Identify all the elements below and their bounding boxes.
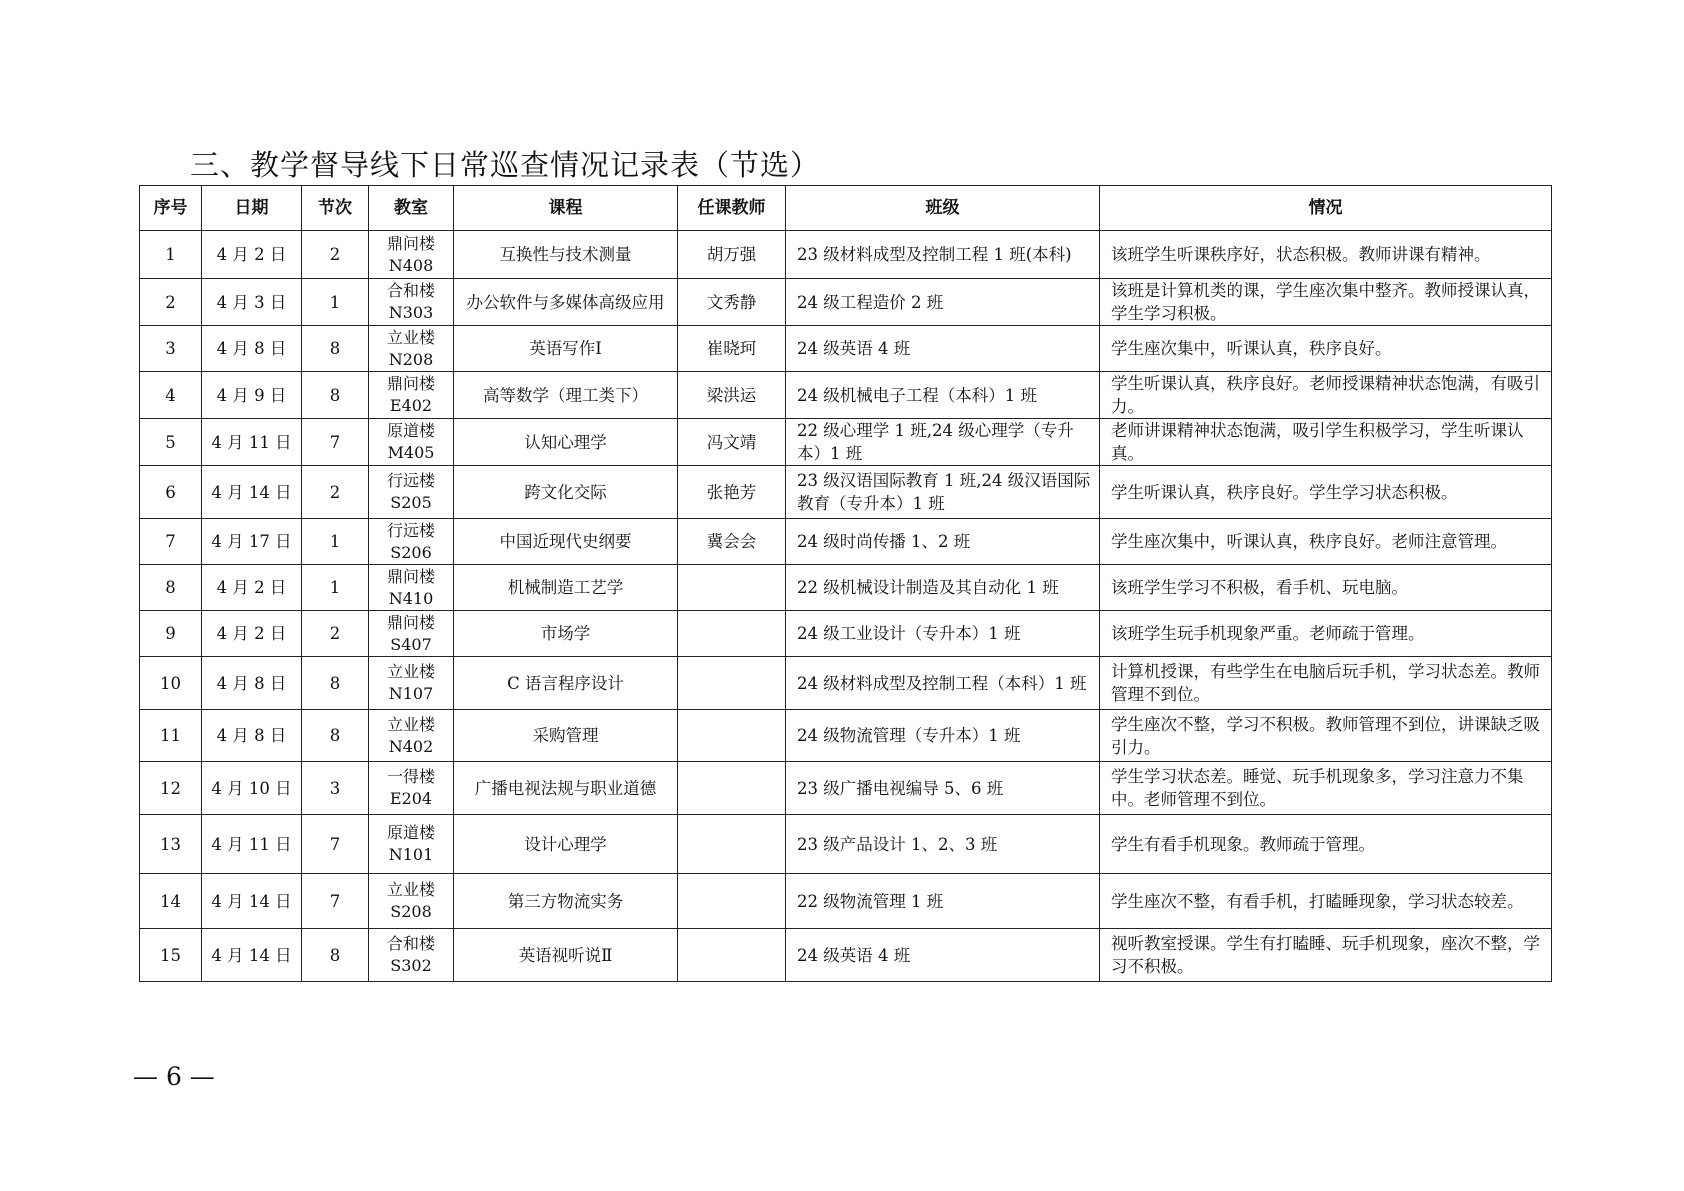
- cell-class: 24 级材料成型及控制工程（本科）1 班: [786, 657, 1100, 710]
- cell-index: 2: [140, 279, 202, 326]
- header-period: 节次: [302, 186, 369, 231]
- room-building: 鼎问楼: [386, 612, 435, 632]
- cell-class: 22 级物流管理 1 班: [786, 874, 1100, 929]
- cell-date: 4 月 14 日: [202, 929, 302, 982]
- cell-course: 英语写作Ⅰ: [454, 326, 678, 372]
- cell-period: 1: [302, 279, 369, 326]
- cell-course: 广播电视法规与职业道德: [454, 762, 678, 815]
- room-number: N208: [388, 349, 434, 369]
- cell-index: 6: [140, 466, 202, 519]
- cell-date: 4 月 8 日: [202, 326, 302, 372]
- cell-date: 4 月 11 日: [202, 419, 302, 466]
- page-title: 三、教学督导线下日常巡查情况记录表（节选）: [190, 148, 821, 182]
- cell-class: 23 级产品设计 1、2、3 班: [786, 815, 1100, 874]
- room-building: 行远楼: [386, 471, 435, 490]
- cell-period: 8: [302, 710, 369, 762]
- page-number: — 6 —: [133, 1062, 215, 1091]
- table-row: [140, 372, 1552, 419]
- table-row: [140, 565, 1552, 611]
- cell-class: 23 级材料成型及控制工程 1 班(本科): [786, 231, 1100, 279]
- room-number: S206: [390, 542, 432, 562]
- room-number: E204: [389, 789, 433, 808]
- cell-index: 13: [140, 815, 202, 874]
- room-building: 合和楼: [386, 281, 435, 300]
- cell-index: 1: [140, 231, 202, 279]
- cell-date: 4 月 11 日: [202, 815, 302, 874]
- cell-teacher: [678, 611, 786, 657]
- cell-remarks: 该班学生学习不积极，看手机、玩电脑。: [1100, 565, 1552, 611]
- table-row: [140, 929, 1552, 982]
- cell-course: 认知心理学: [454, 419, 678, 466]
- cell-remarks: 学生听课认真，秩序良好。老师授课精神状态饱满，有吸引力。: [1100, 372, 1552, 419]
- cell-remarks: 该班是计算机类的课，学生座次集中整齐。教师授课认真，学生学习积极。: [1100, 279, 1552, 326]
- cell-date: 4 月 8 日: [202, 710, 302, 762]
- room-number: N107: [388, 684, 434, 703]
- cell-room: [369, 565, 454, 611]
- cell-course: 采购管理: [454, 710, 678, 762]
- cell-period: 7: [302, 419, 369, 466]
- cell-room: [369, 874, 454, 929]
- room-number: S208: [390, 902, 432, 921]
- room-building: 立业楼: [386, 880, 435, 899]
- cell-index: 4: [140, 372, 202, 419]
- cell-room: [369, 929, 454, 982]
- room-number: N303: [388, 303, 434, 322]
- cell-index: 9: [140, 611, 202, 657]
- cell-period: 8: [302, 372, 369, 419]
- cell-class: 24 级工程造价 2 班: [786, 279, 1100, 326]
- cell-remarks: 学生座次不整，学习不积极。教师管理不到位，讲课缺乏吸引力。: [1100, 710, 1552, 762]
- table-row: [140, 231, 1552, 279]
- cell-teacher: 胡万强: [678, 231, 786, 279]
- room-building: 鼎问楼: [386, 374, 435, 393]
- room-number: N410: [388, 588, 434, 608]
- cell-index: 11: [140, 710, 202, 762]
- table-row: [140, 279, 1552, 326]
- table-row: [140, 762, 1552, 815]
- cell-teacher: 文秀静: [678, 279, 786, 326]
- header-teacher: 任课教师: [678, 186, 786, 231]
- cell-index: 7: [140, 519, 202, 565]
- cell-teacher: 梁洪运: [678, 372, 786, 419]
- room-building: 原道楼: [386, 421, 435, 440]
- cell-room: [369, 710, 454, 762]
- cell-period: 7: [302, 815, 369, 874]
- cell-index: 8: [140, 565, 202, 611]
- cell-date: 4 月 2 日: [202, 565, 302, 611]
- cell-room: [369, 372, 454, 419]
- cell-period: 1: [302, 565, 369, 611]
- room-building: 立业楼: [386, 327, 435, 347]
- cell-class: 23 级汉语国际教育 1 班,24 级汉语国际教育（专升本）1 班: [786, 466, 1100, 519]
- cell-period: 8: [302, 657, 369, 710]
- cell-teacher: 张艳芳: [678, 466, 786, 519]
- table-row: [140, 710, 1552, 762]
- room-building: 立业楼: [386, 662, 435, 681]
- header-class: 班级: [786, 186, 1100, 231]
- cell-date: 4 月 2 日: [202, 231, 302, 279]
- room-number: E402: [389, 396, 433, 415]
- cell-teacher: 冯文靖: [678, 419, 786, 466]
- cell-course: 市场学: [454, 611, 678, 657]
- cell-index: 10: [140, 657, 202, 710]
- cell-date: 4 月 14 日: [202, 874, 302, 929]
- room-building: 一得楼: [386, 767, 435, 786]
- cell-room: [369, 762, 454, 815]
- cell-teacher: 崔晓珂: [678, 326, 786, 372]
- cell-remarks: 计算机授课，有些学生在电脑后玩手机，学习状态差。教师管理不到位。: [1100, 657, 1552, 710]
- cell-remarks: 该班学生玩手机现象严重。老师疏于管理。: [1100, 611, 1552, 657]
- cell-remarks: 该班学生听课秩序好，状态积极。教师讲课有精神。: [1100, 231, 1552, 279]
- room-number: S407: [390, 634, 432, 654]
- table-row: [140, 519, 1552, 565]
- cell-remarks: 学生座次不整，有看手机，打瞌睡现象，学习状态较差。: [1100, 874, 1552, 929]
- header-room: 教室: [369, 186, 454, 231]
- cell-period: 7: [302, 874, 369, 929]
- room-number: N408: [388, 255, 434, 275]
- room-building: 行远楼: [386, 520, 435, 540]
- table-row: [140, 611, 1552, 657]
- cell-period: 3: [302, 762, 369, 815]
- cell-teacher: [678, 762, 786, 815]
- cell-period: 2: [302, 611, 369, 657]
- cell-course: 高等数学（理工类下）: [454, 372, 678, 419]
- cell-room: [369, 279, 454, 326]
- cell-class: 24 级机械电子工程（本科）1 班: [786, 372, 1100, 419]
- cell-index: 15: [140, 929, 202, 982]
- table-row: [140, 419, 1552, 466]
- table-row: [140, 874, 1552, 929]
- cell-date: 4 月 2 日: [202, 611, 302, 657]
- cell-period: 8: [302, 326, 369, 372]
- cell-remarks: 视听教室授课。学生有打瞌睡、玩手机现象，座次不整，学习不积极。: [1100, 929, 1552, 982]
- cell-teacher: [678, 710, 786, 762]
- header-index: 序号: [140, 186, 202, 231]
- cell-class: 24 级时尚传播 1、2 班: [786, 519, 1100, 565]
- cell-remarks: 学生学习状态差。睡觉、玩手机现象多，学习注意力不集中。老师管理不到位。: [1100, 762, 1552, 815]
- cell-period: 2: [302, 231, 369, 279]
- cell-remarks: 学生有看手机现象。教师疏于管理。: [1100, 815, 1552, 874]
- cell-class: 23 级广播电视编导 5、6 班: [786, 762, 1100, 815]
- cell-teacher: [678, 874, 786, 929]
- room-number: M405: [387, 443, 435, 462]
- cell-teacher: 冀会会: [678, 519, 786, 565]
- inspection-record-table: [139, 185, 1552, 982]
- cell-course: 办公软件与多媒体高级应用: [454, 279, 678, 326]
- table-row: [140, 657, 1552, 710]
- cell-remarks: 学生座次集中，听课认真，秩序良好。老师注意管理。: [1100, 519, 1552, 565]
- cell-date: 4 月 3 日: [202, 279, 302, 326]
- room-building: 原道楼: [386, 823, 435, 842]
- cell-room: [369, 231, 454, 279]
- cell-period: 1: [302, 519, 369, 565]
- cell-index: 3: [140, 326, 202, 372]
- cell-remarks: 学生座次集中，听课认真，秩序良好。: [1100, 326, 1552, 372]
- room-number: N101: [388, 845, 434, 864]
- table-row: [140, 466, 1552, 519]
- cell-date: 4 月 17 日: [202, 519, 302, 565]
- cell-date: 4 月 14 日: [202, 466, 302, 519]
- room-number: S302: [390, 956, 432, 975]
- cell-class: 22 级心理学 1 班,24 级心理学（专升本）1 班: [786, 419, 1100, 466]
- cell-class: 24 级英语 4 班: [786, 326, 1100, 372]
- cell-class: 22 级机械设计制造及其自动化 1 班: [786, 565, 1100, 611]
- table-body: [140, 231, 1552, 982]
- room-building: 合和楼: [386, 934, 435, 953]
- cell-index: 14: [140, 874, 202, 929]
- table-header-row: [140, 186, 1552, 231]
- cell-course: 机械制造工艺学: [454, 565, 678, 611]
- cell-course: C 语言程序设计: [454, 657, 678, 710]
- cell-period: 8: [302, 929, 369, 982]
- cell-room: [369, 611, 454, 657]
- cell-course: 英语视听说Ⅱ: [454, 929, 678, 982]
- cell-class: 24 级物流管理（专升本）1 班: [786, 710, 1100, 762]
- cell-index: 5: [140, 419, 202, 466]
- cell-room: [369, 326, 454, 372]
- cell-teacher: [678, 657, 786, 710]
- header-course: 课程: [454, 186, 678, 231]
- header-remarks: 情况: [1100, 186, 1552, 231]
- cell-room: [369, 466, 454, 519]
- header-date: 日期: [202, 186, 302, 231]
- cell-date: 4 月 8 日: [202, 657, 302, 710]
- cell-date: 4 月 10 日: [202, 762, 302, 815]
- table-row: [140, 326, 1552, 372]
- cell-room: [369, 419, 454, 466]
- cell-room: [369, 519, 454, 565]
- room-building: 鼎问楼: [386, 566, 435, 586]
- room-number: N402: [388, 736, 434, 756]
- cell-room: [369, 815, 454, 874]
- cell-date: 4 月 9 日: [202, 372, 302, 419]
- cell-teacher: [678, 565, 786, 611]
- room-building: 立业楼: [386, 714, 435, 734]
- cell-course: 第三方物流实务: [454, 874, 678, 929]
- cell-course: 互换性与技术测量: [454, 231, 678, 279]
- cell-course: 中国近现代史纲要: [454, 519, 678, 565]
- cell-room: [369, 657, 454, 710]
- cell-course: 设计心理学: [454, 815, 678, 874]
- table-row: [140, 815, 1552, 874]
- room-building: 鼎问楼: [386, 233, 435, 253]
- cell-period: 2: [302, 466, 369, 519]
- cell-class: 24 级英语 4 班: [786, 929, 1100, 982]
- cell-course: 跨文化交际: [454, 466, 678, 519]
- cell-remarks: 学生听课认真，秩序良好。学生学习状态积极。: [1100, 466, 1552, 519]
- room-number: S205: [390, 493, 432, 512]
- cell-teacher: [678, 929, 786, 982]
- cell-remarks: 老师讲课精神状态饱满，吸引学生积极学习，学生听课认真。: [1100, 419, 1552, 466]
- cell-class: 24 级工业设计（专升本）1 班: [786, 611, 1100, 657]
- cell-index: 12: [140, 762, 202, 815]
- cell-teacher: [678, 815, 786, 874]
